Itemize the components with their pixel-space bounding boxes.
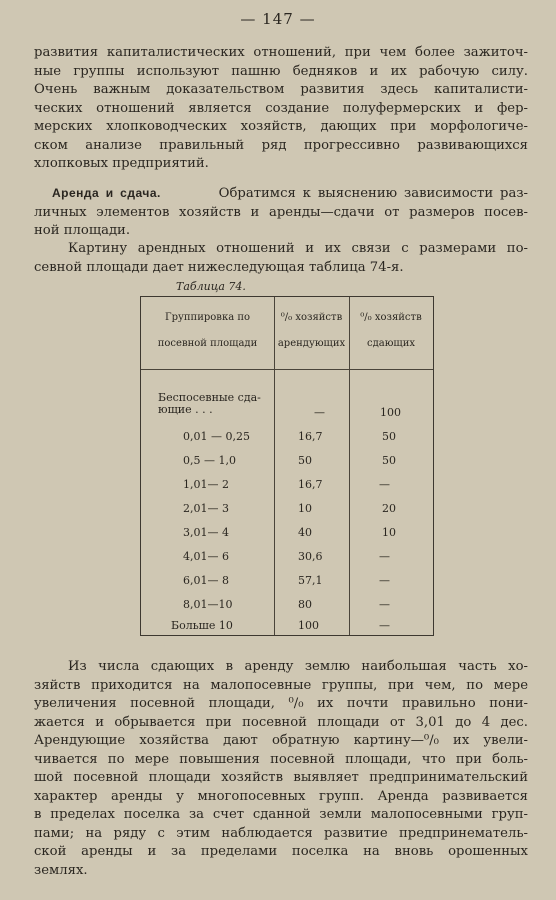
group-cell: Беспосевные сда- ющие . . . — [158, 391, 261, 416]
paragraph-2 — [34, 240, 528, 277]
page-number: — 147 — — [240, 10, 316, 28]
leasing-cell: 50 — [382, 454, 396, 467]
renting-cell: 50 — [298, 454, 312, 467]
text-line: чивается по мере повышения посевной площади, что при боль- — [34, 751, 528, 767]
text-line: ные группы используют пашню бедняков и их рабочую силу. — [34, 63, 528, 79]
leasing-cell: — — [379, 550, 390, 563]
renting-cell: 30,6 — [298, 550, 323, 563]
group-cell: 0,5 — 1,0 — [183, 454, 236, 467]
section-first-line — [34, 184, 528, 204]
renting-cell: 10 — [298, 502, 312, 515]
text-line: ческих отношений является создание полуфермерских и фер- — [34, 100, 528, 116]
header-renting: ⁰/₀ хозяйств арендующих — [277, 312, 346, 349]
text-line: землях. — [34, 862, 88, 878]
group-cell: 6,01— 8 — [183, 574, 229, 587]
text-line: Арендующие хозяйства дают обратную картину—⁰/₀ их увели- — [34, 733, 528, 748]
leasing-cell: 50 — [382, 430, 396, 443]
text-line: личных элементов хозяйств и аренды—сдачи от размеров посев- — [34, 204, 528, 220]
text-line: ной площади. — [34, 223, 131, 238]
renting-cell: 16,7 — [298, 478, 323, 491]
header-leasing: ⁰/₀ хозяйств сдающих — [360, 312, 422, 349]
table-caption: Таблица 74. — [176, 280, 246, 293]
data-table — [140, 296, 434, 636]
group-cell: 3,01— 4 — [183, 526, 229, 539]
renting-cell: 16,7 — [298, 430, 323, 443]
text-line: севной площади дает нижеследующая таблица 74-я. — [34, 259, 404, 275]
header-divider — [141, 369, 433, 370]
group-cell: 1,01— 2 — [183, 478, 229, 491]
text-line: ском анализе правильный ряд прогрессивно развивающихся — [34, 137, 528, 153]
text-line: жается и обрывается при посевной площади от 3,01 до 4 дес. — [34, 714, 528, 730]
text-line: развития капиталистических отношений, при чем более зажиточ- — [34, 45, 528, 60]
group-cell: Больше 10 — [171, 619, 233, 632]
leasing-cell: — — [379, 598, 390, 611]
renting-cell: 57,1 — [298, 574, 323, 587]
text-line: зяйств приходится на малопосевные группы, при чем, по мере — [34, 677, 528, 693]
renting-cell: 80 — [298, 598, 312, 611]
leasing-cell: — — [379, 478, 390, 491]
leasing-cell: 100 — [380, 406, 401, 419]
renting-cell: 40 — [298, 526, 312, 539]
text-line: Очень важным доказательством развития здесь капиталисти- — [34, 82, 528, 97]
text-line: характер аренды у многопосевных групп. Аренда развивается — [34, 788, 528, 804]
group-cell: 4,01— 6 — [183, 550, 229, 563]
leasing-cell: — — [379, 619, 390, 632]
group-cell: 2,01— 3 — [183, 502, 229, 515]
text-line: ской аренды и за пределами поселка на вновь орошенных — [34, 844, 528, 859]
group-cell: 8,01—10 — [183, 598, 233, 611]
paragraph-1 — [34, 44, 528, 174]
section-aренда — [34, 184, 528, 241]
text-line: хлопковых предприятий. — [34, 156, 209, 171]
text-line: пами; на ряду с этим наблюдается развитие предпринематель- — [34, 825, 528, 841]
text-line: увеличения посевной площади, ⁰/₀ их почти правильно пони- — [34, 696, 528, 711]
renting-cell: — — [314, 406, 325, 419]
renting-cell: 100 — [298, 619, 319, 632]
text-line: шой посевной площади хозяйств выявляет предпринимательский — [34, 770, 528, 785]
text-fragment: Обратимся к выяснению зависимости раз- — [218, 186, 528, 201]
header-grouping: Группировка по посевной площади — [157, 312, 258, 349]
text-line: в пределах поселка за счет сданной земли малопосевными груп- — [34, 807, 528, 822]
section-heading: Аренда и сдача. — [52, 186, 161, 200]
text-line: Картину арендных отношений и их связи с размерами по- — [68, 241, 528, 256]
text-line: мерских хлопководческих хозяйств, дающих при морфологиче- — [34, 119, 528, 134]
text-line: Из числа сдающих в аренду землю наибольшая часть хо- — [68, 659, 528, 674]
leasing-cell: 10 — [382, 526, 396, 539]
group-cell: 0,01 — 0,25 — [183, 430, 250, 443]
paragraph-3 — [34, 658, 528, 880]
leasing-cell: — — [379, 574, 390, 587]
leasing-cell: 20 — [382, 502, 396, 515]
